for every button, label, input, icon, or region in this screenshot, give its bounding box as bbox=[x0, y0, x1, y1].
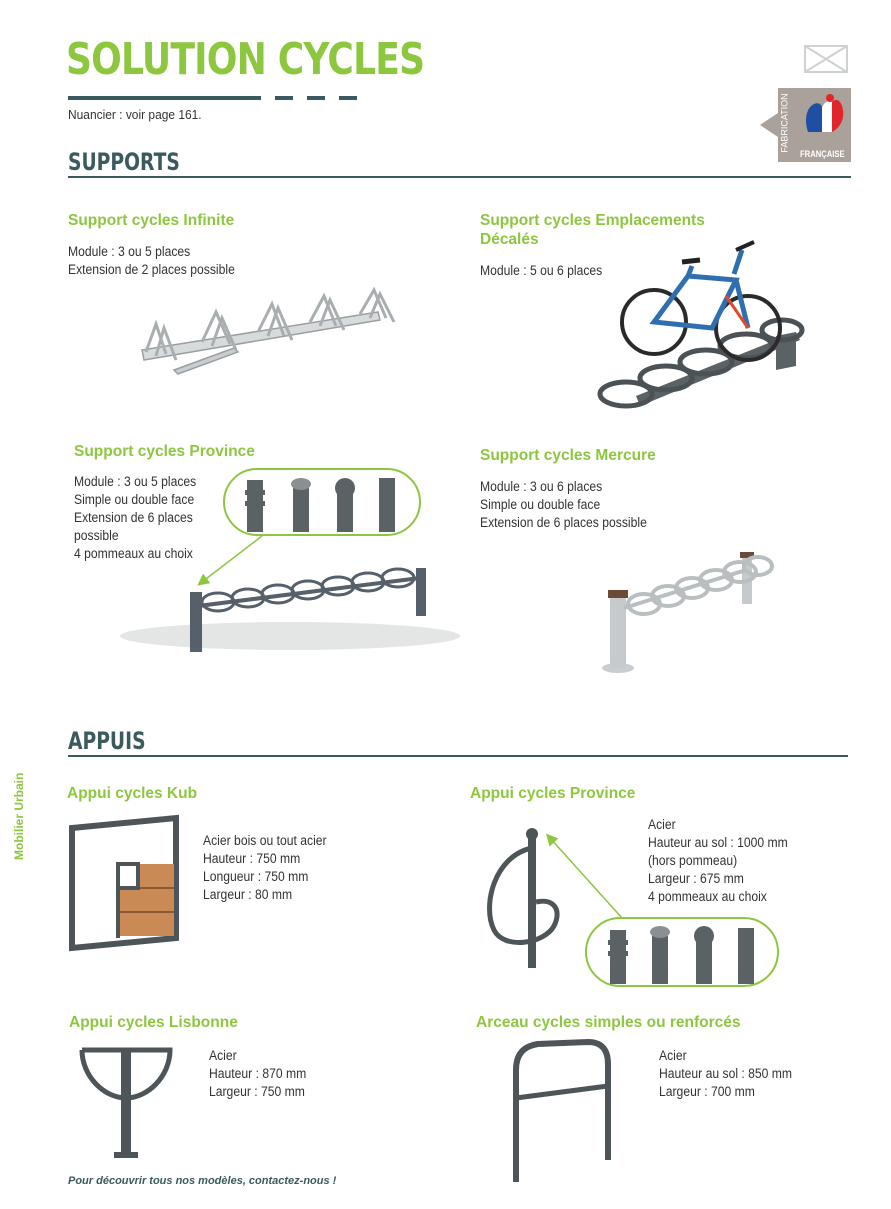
bench-icon bbox=[804, 44, 848, 74]
section-rule bbox=[68, 755, 848, 757]
product-specs-mercure bbox=[480, 478, 647, 532]
product-title-lisbonne: Appui cycles Lisbonne bbox=[69, 1014, 238, 1031]
title-dash bbox=[275, 96, 293, 100]
badge-vertical-label bbox=[781, 92, 799, 158]
section-rule bbox=[68, 176, 851, 178]
product-specs-kub bbox=[203, 832, 327, 904]
spec-line: Longueur : 750 mm bbox=[203, 869, 309, 884]
infinite-rack-image bbox=[134, 288, 414, 383]
side-label: Mobilier Urbain bbox=[12, 772, 26, 860]
spec-line: Largeur : 700 mm bbox=[659, 1084, 755, 1099]
section-title-supports: SUPPORTS bbox=[68, 148, 180, 176]
spec-line: Hauteur : 870 mm bbox=[209, 1066, 307, 1081]
spec-line: Acier bbox=[659, 1048, 687, 1063]
product-title-infinite: Support cycles Infinite bbox=[68, 212, 235, 229]
pommeaux-options-image bbox=[223, 468, 421, 536]
product-title-province-appui: Appui cycles Province bbox=[470, 785, 636, 802]
page-title: SOLUTION CYCLES bbox=[66, 34, 425, 85]
spec-line: Extension de 2 places possible bbox=[68, 262, 235, 277]
province-support-rack-image bbox=[110, 540, 440, 660]
spec-line: Extension de 6 places possible bbox=[480, 515, 647, 530]
badge-tab bbox=[760, 113, 778, 137]
spec-line: Acier bbox=[209, 1048, 237, 1063]
spec-line: Hauteur : 750 mm bbox=[203, 851, 301, 866]
spec-line: Simple ou double face bbox=[74, 492, 195, 507]
spec-line: Module : 5 ou 6 places bbox=[480, 263, 603, 278]
product-specs-infinite bbox=[68, 243, 235, 279]
product-title-mercure: Support cycles Mercure bbox=[480, 447, 656, 464]
color-chart-note: Nuancier : voir page 161. bbox=[68, 107, 202, 122]
spec-line: possible bbox=[74, 528, 119, 543]
title-line: Support cycles Emplacements bbox=[480, 212, 705, 229]
product-specs-decales bbox=[480, 262, 602, 280]
lisbonne-appui-image bbox=[78, 1046, 174, 1162]
spec-line: Hauteur au sol : 1000 mm bbox=[648, 835, 788, 850]
kub-stand-image bbox=[68, 816, 180, 952]
spec-line: (hors pommeau) bbox=[648, 853, 738, 868]
section-title-appuis: APPUIS bbox=[68, 727, 146, 755]
badge-francaise-text: FRANÇAISE bbox=[800, 149, 845, 159]
spec-line: Simple ou double face bbox=[480, 497, 601, 512]
spec-line: Module : 3 ou 5 places bbox=[68, 244, 191, 259]
product-title-province-support: Support cycles Province bbox=[74, 443, 255, 460]
product-specs-lisbonne bbox=[209, 1047, 306, 1101]
spec-line: Acier bbox=[648, 817, 676, 832]
mercure-rack-image bbox=[596, 546, 782, 678]
spec-line: Hauteur au sol : 850 mm bbox=[659, 1066, 793, 1081]
product-title-arceau: Arceau cycles simples ou renforcés bbox=[476, 1014, 741, 1031]
spec-line: Largeur : 675 mm bbox=[648, 871, 744, 886]
product-title-kub: Appui cycles Kub bbox=[67, 785, 198, 802]
title-line: Décalés bbox=[480, 231, 539, 248]
pommeaux-options-image bbox=[544, 834, 780, 988]
spec-line: Acier bois ou tout acier bbox=[203, 833, 327, 848]
spec-line: Extension de 6 places bbox=[74, 510, 193, 525]
staggered-rack-with-bike-image bbox=[596, 236, 808, 418]
spec-line: Largeur : 80 mm bbox=[203, 887, 293, 902]
spec-line: Module : 3 ou 5 places bbox=[74, 474, 197, 489]
product-specs-arceau bbox=[659, 1047, 792, 1101]
spec-line: Largeur : 750 mm bbox=[209, 1084, 305, 1099]
title-underline bbox=[68, 96, 244, 100]
spec-line: 4 pommeaux au choix bbox=[648, 889, 767, 904]
badge-fabrication-text: FABRICATION bbox=[779, 93, 790, 153]
footer-contact-note: Pour découvrir tous nos modèles, contactez-nous ! bbox=[68, 1175, 337, 1187]
french-rooster-icon bbox=[800, 92, 848, 136]
title-dash bbox=[339, 96, 357, 100]
spec-line: 4 pommeaux au choix bbox=[74, 546, 193, 561]
arceau-image bbox=[508, 1040, 612, 1184]
title-dash bbox=[307, 96, 325, 100]
spec-line: Module : 3 ou 6 places bbox=[480, 479, 603, 494]
title-dash bbox=[243, 96, 261, 100]
made-in-france-badge bbox=[778, 88, 851, 162]
